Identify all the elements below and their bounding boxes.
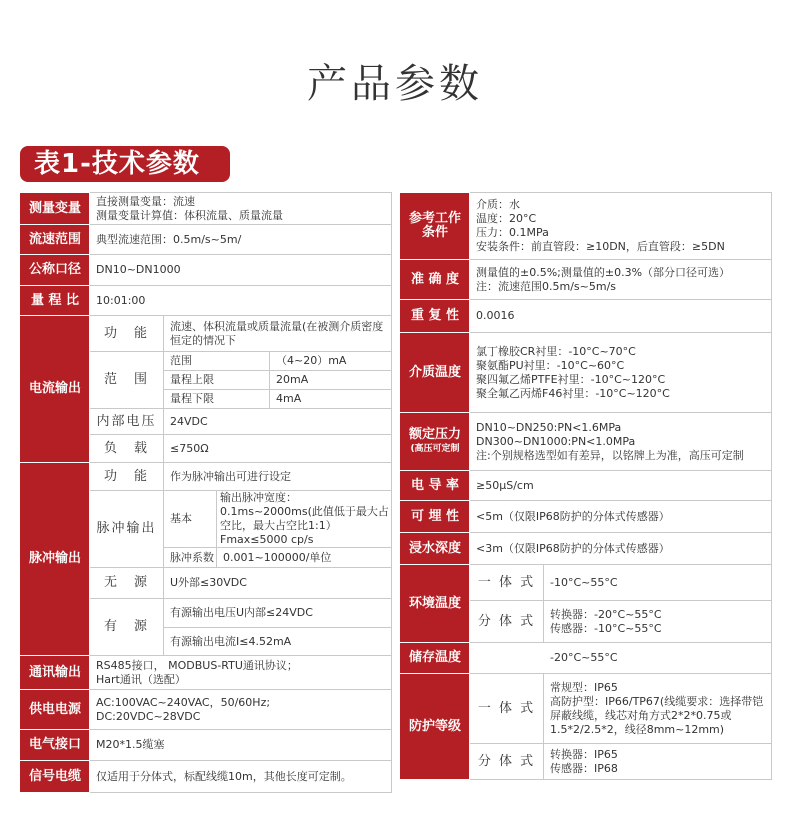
env-split-label: 分 体 式 — [470, 601, 544, 643]
pulse-function-value: 作为脉冲输出可进行设定 — [164, 463, 392, 491]
protection-integral-label: 一 体 式 — [470, 674, 544, 744]
burial-value: <5m（仅限IP68防护的分体式传感器） — [470, 501, 772, 533]
pulse-output-label: 脉冲输出 — [90, 491, 164, 568]
current-range-label: 范 围 — [90, 352, 164, 409]
rated-pressure-label: 额定压力 — [408, 426, 461, 442]
current-range-val-1: 20mA — [270, 371, 392, 390]
accuracy-value — [470, 260, 772, 300]
protection-integral-line2: 高防护型：IP66/TP67(线缆要求：选择带铠屏蔽线缆，线芯对角方式2*2*0.75或1.5*2/2.5*2，线径8mm~12mm) — [550, 694, 764, 736]
ref-cond-line4: 安装条件：前直管段：≥10DN，后直管段：≥5DN — [476, 240, 725, 253]
comm-value — [90, 656, 392, 690]
comm-line1: RS485接口， MODBUS-RTU通讯协议； — [96, 658, 298, 672]
current-range-val-0: （4~20）mA — [270, 352, 392, 371]
spec-table-right — [400, 192, 772, 780]
env-integral-label: 一 体 式 — [470, 565, 544, 601]
row-label-accuracy: 准 确 度 — [401, 260, 470, 300]
ref-cond-line2: 温度：20°C — [476, 212, 537, 225]
power-line2: DC:20VDC~28VDC — [96, 709, 201, 723]
protection-split-line1: 转换器：IP65 — [550, 747, 618, 761]
pulse-basic-value: 输出脉冲宽度：0.1ms~2000ms(此值低于最大占空比，最大占空比1:1）Fmax≤5000 cp/s — [217, 491, 392, 548]
flow-range-value: 典型流速范围：0.5m/s~5m/ — [90, 225, 392, 255]
ref-cond-line3: 压力：0.1MPa — [476, 226, 549, 239]
row-label-range-ratio: 量 程 比 — [21, 286, 90, 316]
rated-pressure-sublabel: (高压可定制 — [410, 443, 460, 454]
row-label-protection: 防护等级 — [401, 674, 470, 780]
row-label-current-output: 电流输出 — [21, 316, 90, 463]
range-ratio-value: 10:01:00 — [90, 286, 392, 316]
pulse-function-label: 功 能 — [90, 463, 164, 491]
row-label-nominal-dia: 公称口径 — [21, 255, 90, 286]
active-label: 有 源 — [90, 599, 164, 656]
measured-var-line2: 测量变量计算值：体积流量、质量流量 — [96, 208, 283, 222]
row-label-env-temp: 环境温度 — [401, 565, 470, 643]
ref-cond-value — [470, 193, 772, 260]
pulse-coef-value: 0.001~100000/单位 — [217, 548, 392, 568]
internal-voltage-value: 24VDC — [164, 409, 392, 435]
row-label-repeatability: 重 复 性 — [401, 300, 470, 333]
medium-temp-value — [470, 333, 772, 413]
spec-table-left — [20, 192, 392, 793]
passive-label: 无 源 — [90, 568, 164, 599]
accuracy-line1: 测量值的±0.5%;测量值的±0.3%（部分口径可选） — [476, 265, 731, 279]
repeatability-value: 0.0016 — [470, 300, 772, 333]
active-voltage-value: 有源输出电压U内部≤24VDC — [164, 599, 392, 628]
row-label-burial: 可 埋 性 — [401, 501, 470, 533]
current-range-key-0: 范围 — [164, 352, 270, 371]
protection-integral-line1: 常规型：IP65 — [550, 680, 618, 694]
row-label-elec-conn: 电气接口 — [21, 730, 90, 761]
row-label-medium-temp: 介质温度 — [401, 333, 470, 413]
measured-var-value — [90, 193, 392, 225]
table-title: 表1-技术参数 — [20, 146, 230, 182]
power-value — [90, 690, 392, 730]
rated-pressure-value — [470, 413, 772, 471]
pulse-coef-label: 脉冲系数 — [164, 548, 217, 568]
row-label-signal-cable: 信号电缆 — [21, 761, 90, 793]
conductivity-value: ≥50μS/cm — [470, 471, 772, 501]
load-value: ≤750Ω — [164, 435, 392, 463]
power-line1: AC:100VAC~240VAC，50/60Hz; — [96, 695, 271, 709]
signal-cable-value: 仅适用于分体式，标配线缆10m，其他长度可定制。 — [90, 761, 392, 793]
current-range-val-2: 4mA — [270, 390, 392, 409]
protection-integral-value — [544, 674, 772, 744]
nominal-dia-value: DN10~DN1000 — [90, 255, 392, 286]
protection-split-line2: 传感器：IP68 — [550, 761, 618, 775]
storage-temp-value: -20°C~55°C — [470, 643, 772, 674]
medium-temp-line3: 聚四氟乙烯PTFE衬里：-10°C~120°C — [476, 372, 666, 386]
ref-cond-line1: 介质：水 — [476, 198, 520, 211]
current-function-label: 功 能 — [90, 316, 164, 352]
accuracy-line2: 注：流速范围0.5m/s~5m/s — [476, 279, 617, 293]
row-label-rated-pressure — [401, 413, 470, 471]
current-range-key-2: 量程下限 — [164, 390, 270, 409]
protection-split-value — [544, 744, 772, 780]
row-label-comm: 通讯输出 — [21, 656, 90, 690]
medium-temp-line4: 聚全氟乙丙烯F46衬里：-10°C~120°C — [476, 386, 670, 400]
medium-temp-line2: 聚氨酯PU衬里：-10°C~60°C — [476, 358, 625, 372]
pulse-basic-label: 基本 — [164, 491, 217, 548]
row-label-ref-cond: 参考工作条件 — [401, 193, 470, 260]
active-current-value: 有源输出电流I≤4.52mA — [164, 628, 392, 656]
row-label-immersion: 浸水深度 — [401, 533, 470, 565]
env-integral-value: -10°C~55°C — [544, 565, 772, 601]
row-label-measured-var: 测量变量 — [21, 193, 90, 225]
passive-value: U外部≤30VDC — [164, 568, 392, 599]
row-label-pulse-output: 脉冲输出 — [21, 463, 90, 656]
rated-pressure-line1: DN10~DN250:PN<1.6MPa — [476, 420, 622, 434]
row-label-power: 供电电源 — [21, 690, 90, 730]
row-label-flow-range: 流速范围 — [21, 225, 90, 255]
elec-conn-value: M20*1.5缆塞 — [90, 730, 392, 761]
current-function-value: 流速、体积流量或质量流量(在被测介质密度恒定的情况下 — [164, 316, 392, 352]
medium-temp-line1: 氯丁橡胶CR衬里：-10°C~70°C — [476, 344, 636, 358]
page-title: 产品参数 — [307, 61, 483, 107]
row-label-storage-temp: 储存温度 — [401, 643, 470, 674]
current-range-key-1: 量程上限 — [164, 371, 270, 390]
internal-voltage-label: 内部电压 — [90, 409, 164, 435]
row-label-conductivity: 电 导 率 — [401, 471, 470, 501]
immersion-value: <3m（仅限IP68防护的分体式传感器） — [470, 533, 772, 565]
env-split-line1: 转换器：-20°C~55°C — [550, 607, 662, 621]
env-split-value — [544, 601, 772, 643]
comm-line2: Hart通讯（选配） — [96, 672, 186, 686]
rated-pressure-line3: 注:个别规格选型如有差异，以铭牌上为准，高压可定制 — [476, 448, 744, 462]
load-label: 负 载 — [90, 435, 164, 463]
measured-var-line1: 直接测量变量：流速 — [96, 194, 195, 208]
env-split-line2: 传感器：-10°C~55°C — [550, 621, 662, 635]
rated-pressure-line2: DN300~DN1000:PN<1.0MPa — [476, 434, 636, 448]
protection-split-label: 分 体 式 — [470, 744, 544, 780]
